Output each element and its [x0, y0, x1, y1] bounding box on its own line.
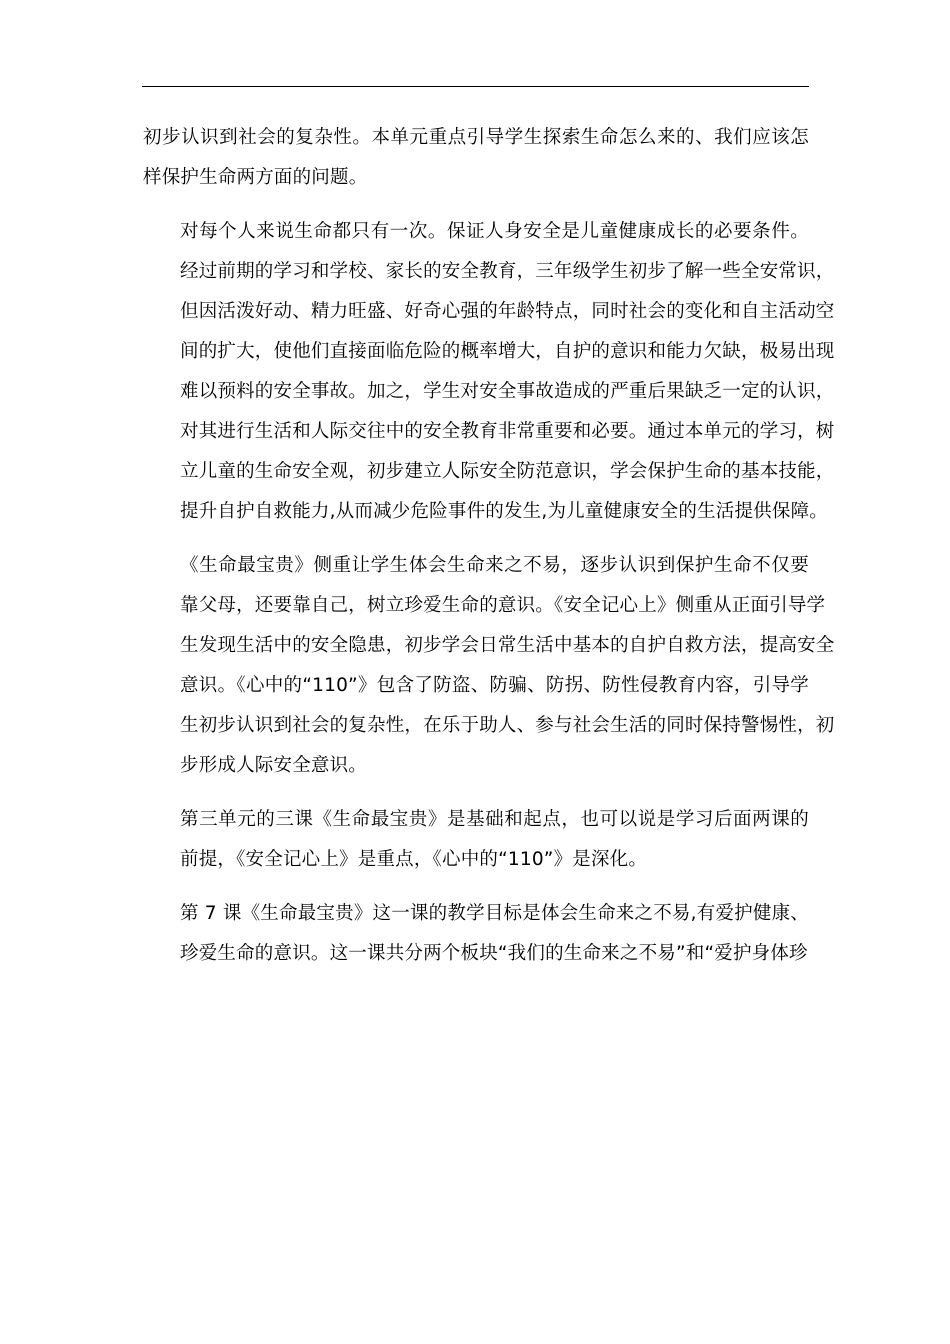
text-line: 珍爱生命的意识。这一课共分两个板块“我们的生命来之不易”和“爱护身体珍: [180, 943, 808, 964]
text-line: 但因活泼好动、精力旺盛、好奇心强的年龄特点，同时社会的变化和自主活动空: [180, 301, 835, 322]
paragraph: [143, 800, 809, 880]
text-line: 初步认识到社会的复杂性。本单元重点引导学生探索生命怎么来的、我们应该怎: [143, 127, 809, 148]
text-line: 生初步认识到社会的复杂性，在乐于助人、参与社会生活的同时保持警惕性，初: [180, 715, 835, 736]
paragraph: [143, 894, 809, 974]
text-line: 经过前期的学习和学校、家长的安全教育，三年级学生初步了解一些全安常识，: [180, 261, 835, 282]
text-line: 立儿童的生命安全观，初步建立人际安全防范意识，学会保护生命的基本技能，: [180, 461, 835, 482]
text-line: 样保护生命两方面的问题。: [143, 167, 368, 188]
paragraph: [143, 546, 835, 786]
text-line: 第 7 课《生命最宝贵》这一课的教学目标是体会生命来之不易,有爱护健康、: [180, 903, 809, 924]
text-line: 生发现生活中的安全隐患，初步学会日常生活中基本的自护自救方法，提高安全: [180, 635, 835, 656]
text-line: 对每个人来说生命都只有一次。保证人身安全是儿童健康成长的必要条件。: [180, 221, 809, 242]
text-line: 意识。《心中的“110”》包含了防盗、防骗、防拐、防性侵教育内容，引导学: [180, 675, 809, 696]
text-line: 步形成人际安全意识。: [180, 755, 368, 776]
text-line: 提升自护自救能力,从而减少危险事件的发生,为儿童健康安全的生活提供保障。: [180, 501, 828, 522]
text-line: 《生命最宝贵》侧重让学生体会生命来之不易，逐步认识到保护生命不仅要: [180, 555, 809, 576]
text-line: 前提，《安全记心上》是重点，《心中的“110”》是深化。: [180, 849, 648, 870]
header-rule: [142, 86, 809, 87]
paragraph: [143, 212, 835, 532]
text-line: 间的扩大，使他们直接面临危险的概率增大，自护的意识和能力欠缺，极易出现: [180, 341, 835, 362]
body-text: [143, 118, 835, 988]
text-line: 对其进行生活和人际交往中的安全教育非常重要和必要。通过本单元的学习，树: [180, 421, 835, 442]
text-line: 第三单元的三课《生命最宝贵》是基础和起点，也可以说是学习后面两课的: [180, 809, 809, 830]
text-line: 靠父母，还要靠自己，树立珍爱生命的意识。《安全记心上》侧重从正面引导学: [180, 595, 826, 616]
paragraph: [143, 118, 809, 198]
text-line: 难以预料的安全事故。加之，学生对安全事故造成的严重后果缺乏一定的认识，: [180, 381, 835, 402]
